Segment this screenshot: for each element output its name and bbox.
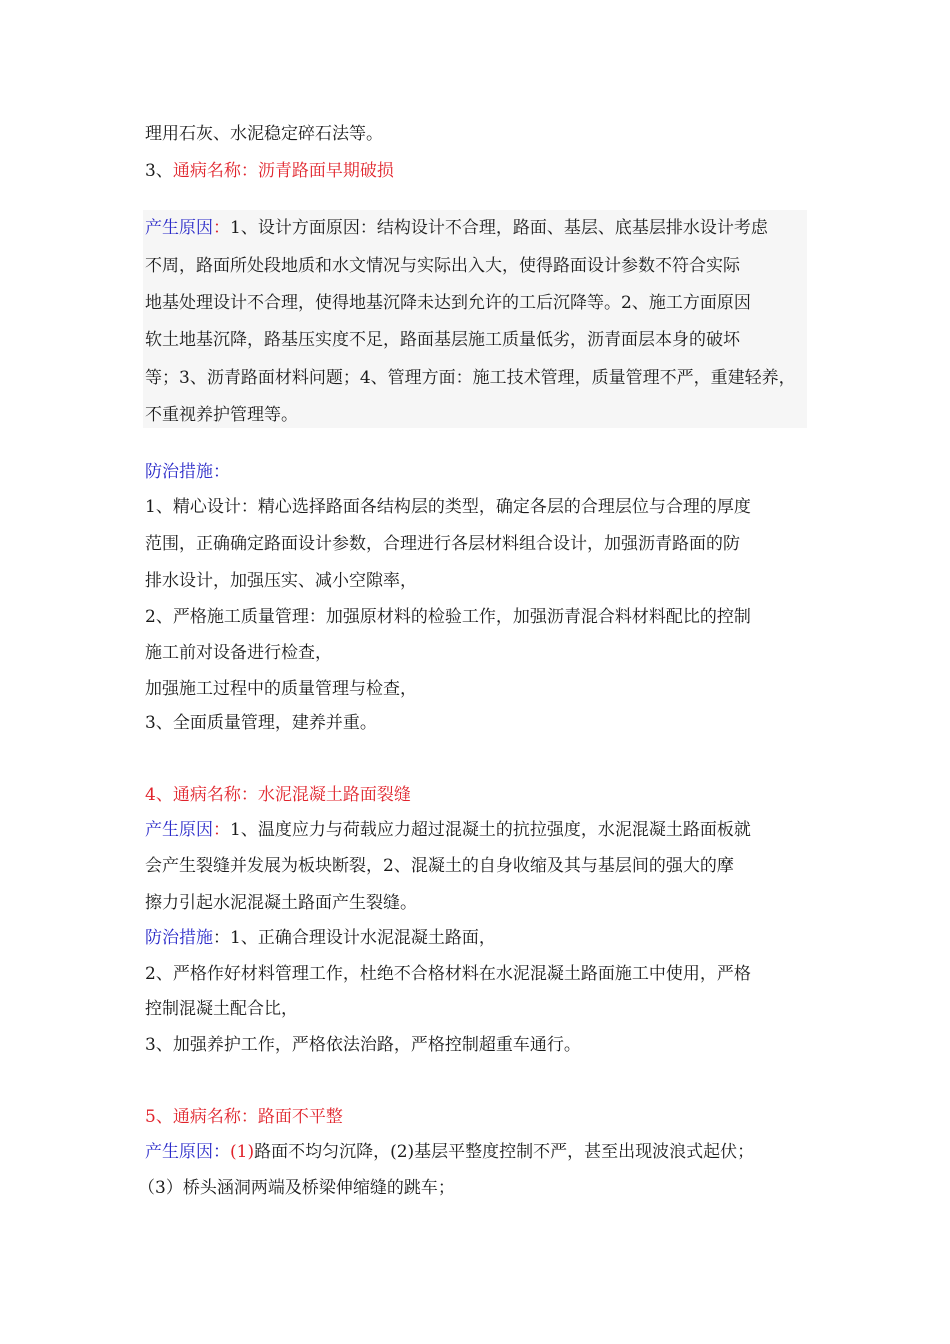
measures-label: 防治措施 — [145, 928, 213, 948]
highlighted-paragraph-background — [143, 210, 807, 428]
section-3-heading — [145, 159, 394, 183]
cause-label: 产生原因 — [145, 218, 213, 238]
cause-text: 路面不均匀沉降，(2)基层平整度控制不严，甚至出现波浪式起伏； — [254, 1142, 755, 1162]
cause-3-line-6: 不重视养护管理等。 — [145, 405, 298, 425]
measures-3-line-6: 加强施工过程中的质量管理与检查， — [145, 679, 417, 699]
cause-colon: ： — [213, 218, 230, 238]
measures-3-line-3: 排水设计，加强压实、减小空隙率， — [145, 571, 417, 591]
cause-5-line-1 — [145, 1140, 754, 1164]
section-title: 通病名称：沥青路面早期破损 — [172, 161, 394, 181]
measures-4-line-4: 3、加强养护工作，严格依法治路，严格控制超重车通行。 — [145, 1035, 581, 1055]
cause-text: 1、设计方面原因：结构设计不合理，路面、基层、底基层排水设计考虑 — [230, 218, 768, 238]
cause-4-line-3: 擦力引起水泥混凝土路面产生裂缝。 — [145, 893, 417, 913]
section-number: 3、 — [145, 161, 173, 181]
cause-3-line-2: 不周，路面所处段地质和水文情况与实际出入大，使得路面设计参数不符合实际 — [145, 256, 740, 276]
text-line: 理用石灰、水泥稳定碎石法等。 — [145, 124, 383, 144]
measures-3-line-5: 施工前对设备进行检查， — [145, 643, 332, 663]
cause-3-line-5: 等；3、沥青路面材料问题；4、管理方面：施工技术管理，质量管理不严，重建轻养， — [145, 368, 796, 388]
section-4-heading: 4、通病名称：水泥混凝土路面裂缝 — [145, 785, 411, 805]
measures-3-line-1: 1、精心设计：精心选择路面各结构层的类型，确定各层的合理层位与合理的厚度 — [145, 497, 751, 517]
cause-3-line-3: 地基处理设计不合理，使得地基沉降未达到允许的工后沉降等。2、施工方面原因 — [145, 293, 751, 313]
cause-4-line-1 — [145, 818, 751, 842]
cause-3-line-1 — [145, 216, 768, 240]
measures-4-line-3: 控制混凝土配合比， — [145, 999, 298, 1019]
cause-4-line-2: 会产生裂缝并发展为板块断裂，2、混凝土的自身收缩及其与基层间的强大的摩 — [145, 856, 734, 876]
measures-3-line-7: 3、全面质量管理，建养并重。 — [145, 713, 377, 733]
cause-colon: ： — [213, 1142, 230, 1162]
cause-text: 1、温度应力与荷载应力超过混凝土的抗拉强度，水泥混凝土路面板就 — [230, 820, 751, 840]
cause-number: (1) — [230, 1142, 255, 1162]
section-5-heading: 5、通病名称：路面不平整 — [145, 1107, 343, 1127]
measures-3-label: 防治措施： — [145, 462, 230, 482]
cause-colon: ： — [213, 820, 230, 840]
cause-label: 产生原因 — [145, 1142, 213, 1162]
cause-5-line-2: （3）桥头涵洞两端及桥梁伸缩缝的跳车； — [138, 1178, 455, 1198]
measures-4-line-1 — [145, 926, 496, 950]
measures-3-line-2: 范围，正确确定路面设计参数，合理进行各层材料组合设计，加强沥青路面的防 — [145, 534, 740, 554]
measures-text: ：1、正确合理设计水泥混凝土路面， — [213, 928, 496, 948]
cause-3-line-4: 软土地基沉降，路基压实度不足，路面基层施工质量低劣，沥青面层本身的破坏 — [145, 330, 740, 350]
measures-4-line-2: 2、严格作好材料管理工作，杜绝不合格材料在水泥混凝土路面施工中使用，严格 — [145, 964, 751, 984]
cause-label: 产生原因 — [145, 820, 213, 840]
measures-3-line-4: 2、严格施工质量管理：加强原材料的检验工作，加强沥青混合料材料配比的控制 — [145, 607, 751, 627]
